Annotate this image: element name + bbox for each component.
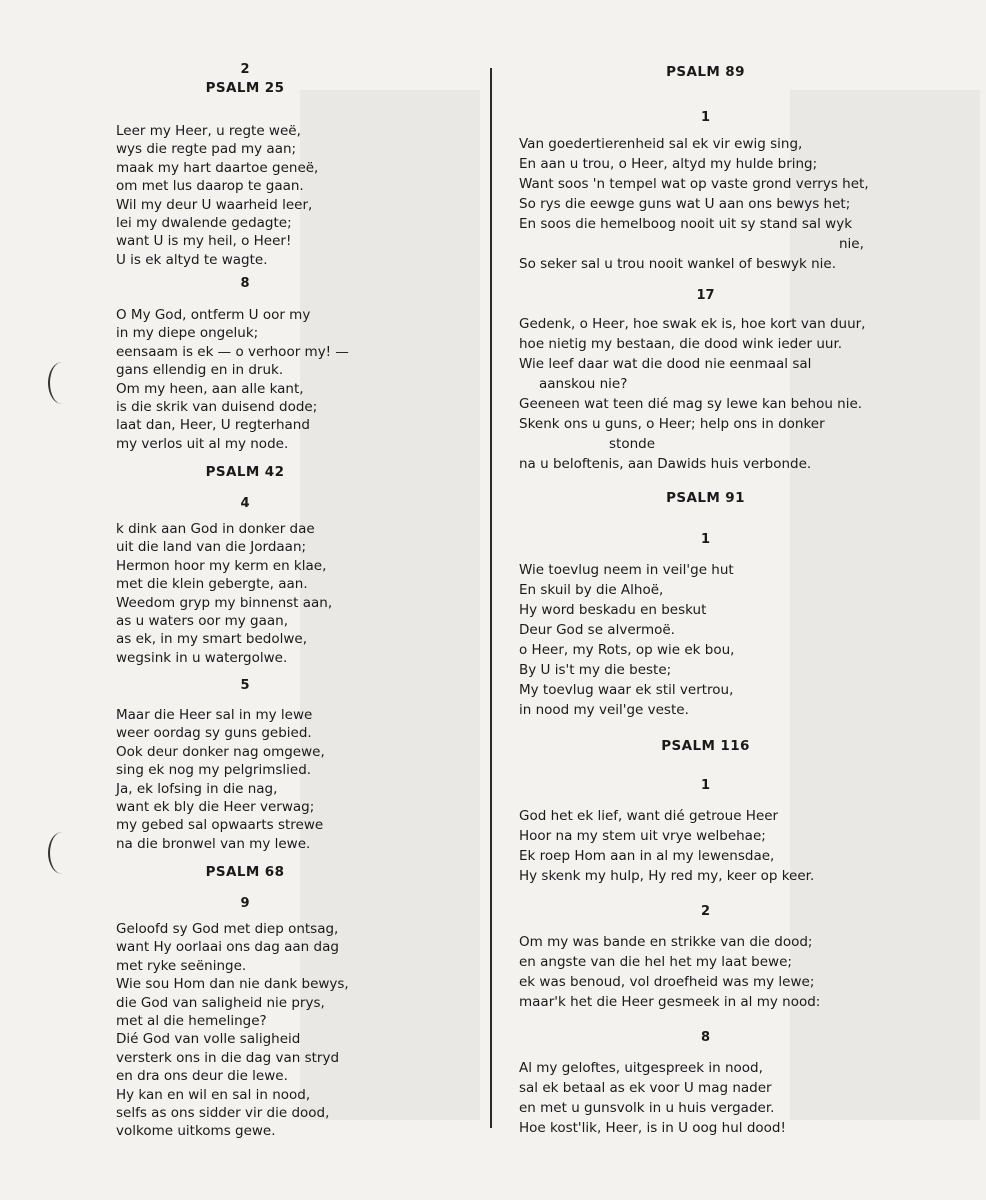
psalm-25-verse-8	[116, 306, 349, 453]
verse-line: sal ek betaal as ek voor U mag nader	[519, 1080, 772, 1096]
psalm-89-verse-1	[519, 134, 869, 274]
psalm-89-title: PSALM 89	[666, 64, 745, 80]
verse-line: Wie toevlug neem in veil'ge hut	[519, 562, 734, 578]
psalm-25-verse-2	[116, 122, 318, 269]
verse-line: Ja, ek lofsing in die nag,	[116, 780, 278, 797]
verse-line: Maar die Heer sal in my lewe	[116, 707, 313, 723]
psalm-42-title: PSALM 42	[205, 464, 285, 480]
verse-line: Gedenk, o Heer, hoe swak ek is, hoe kort van duur,	[519, 316, 866, 332]
psalm-116-verse-1	[519, 806, 814, 886]
verse-line: Wie leef daar wat die dood nie eenmaal sal	[519, 356, 812, 372]
verse-line: Wil my deur U waarheid leer,	[116, 196, 313, 213]
verse-line: Hy kan en wil en sal in nood,	[116, 1086, 311, 1103]
verse-line: En skuil by die Alhoë,	[519, 582, 664, 598]
verse-line: Om my heen, aan alle kant,	[116, 380, 304, 397]
psalm-116-verse-8	[519, 1058, 786, 1138]
psalm-42-verse-4	[116, 520, 332, 667]
verse-line: selfs as ons sidder vir die dood,	[116, 1105, 330, 1122]
verse-line: wys die regte pad my aan;	[116, 141, 297, 158]
verse-line: lei my dwalende gedagte;	[116, 215, 292, 232]
verse-line: en dra ons deur die lewe.	[116, 1068, 288, 1085]
verse-line: maar'k het die Heer gesmeek in al my nood:	[519, 994, 821, 1010]
verse-line: my verlos uit al my node.	[116, 435, 289, 452]
verse-line: met die klein gebergte, aan.	[116, 576, 308, 593]
psalm-91-title: PSALM 91	[666, 490, 745, 506]
verse-line: sing ek nog my pelgrimslied.	[116, 762, 312, 779]
verse-line: My toevlug waar ek stil vertrou,	[519, 682, 734, 698]
verse-number: 9	[240, 896, 250, 911]
verse-line: So rys die eewge guns wat U aan ons bewys het;	[519, 196, 851, 212]
verse-line: So seker sal u trou nooit wankel of beswyk nie.	[519, 256, 837, 272]
verse-line: O My God, ontferm U oor my	[116, 307, 311, 323]
verse-line: as u waters oor my gaan,	[116, 613, 288, 630]
verse-number: 1	[700, 110, 711, 125]
verse-line: stonde	[609, 436, 656, 452]
verse-number: 1	[700, 778, 711, 793]
verse-line: Geloofd sy God met diep ontsag,	[116, 921, 339, 937]
verse-line: eensaam is ek — o verhoor my! —	[116, 343, 349, 360]
verse-line: want U is my heil, o Heer!	[116, 233, 292, 250]
verse-line: uit die land van die Jordaan;	[116, 539, 307, 556]
verse-number: 2	[700, 904, 711, 919]
verse-line: Ek roep Hom aan in al my lewensdae,	[519, 848, 775, 864]
verse-number: 8	[240, 276, 250, 291]
verse-line: volkome uitkoms gewe.	[116, 1123, 276, 1140]
verse-line: om met lus daarop te gaan.	[116, 178, 304, 195]
verse-line: versterk ons in die dag van stryd	[116, 1049, 340, 1066]
verse-line: Van goedertierenheid sal ek vir ewig sing,	[519, 136, 803, 152]
column-divider	[490, 68, 492, 1128]
verse-number: 1	[700, 532, 711, 547]
verse-line: Om my was bande en strikke van die dood;	[519, 934, 813, 950]
binder-hole-top	[48, 362, 76, 404]
verse-line: en met u gunsvolk in u huis vergader.	[519, 1100, 775, 1116]
psalm-68-title: PSALM 68	[205, 864, 285, 880]
verse-line: met ryke seëninge.	[116, 957, 247, 974]
verse-line: En aan u trou, o Heer, altyd my hulde bring;	[519, 156, 818, 172]
verse-line: Geeneen wat teen dié mag sy lewe kan behou nie.	[519, 396, 863, 412]
verse-line: Skenk ons u guns, o Heer; help ons in donker	[519, 416, 825, 432]
verse-line: Hy word beskadu en beskut	[519, 602, 707, 618]
verse-line: Deur God se alvermoë.	[519, 622, 675, 638]
verse-line: Wie sou Hom dan nie dank bewys,	[116, 976, 349, 993]
verse-line: en angste van die hel het my laat bewe;	[519, 954, 792, 970]
psalm-68-verse-9	[116, 920, 349, 1141]
verse-line: wegsink in u watergolwe.	[116, 649, 288, 666]
verse-line: Al my geloftes, uitgespreek in nood,	[519, 1060, 763, 1076]
psalm-116-verse-2	[519, 932, 820, 1012]
verse-line: By U is't my die beste;	[519, 662, 672, 678]
section-number: 2	[240, 62, 250, 77]
verse-line: Dié God van volle saligheid	[116, 1031, 301, 1048]
verse-line: want Hy oorlaai ons dag aan dag	[116, 939, 339, 956]
verse-line: k dink aan God in donker dae	[116, 521, 315, 537]
psalm-42-verse-5	[116, 706, 325, 853]
verse-number: 4	[240, 496, 250, 511]
verse-line: weer oordag sy guns gebied.	[116, 725, 312, 742]
verse-line: Leer my Heer, u regte weë,	[116, 123, 301, 139]
verse-line: Hoor na my stem uit vrye welbehae;	[519, 828, 766, 844]
verse-line: nie,	[839, 236, 864, 252]
verse-line: o Heer, my Rots, op wie ek bou,	[519, 642, 735, 658]
verse-line: in my diepe ongeluk;	[116, 325, 259, 342]
verse-line: God het ek lief, want dié getroue Heer	[519, 808, 779, 824]
verse-number: 5	[240, 678, 250, 693]
verse-line: laat dan, Heer, U regterhand	[116, 417, 310, 434]
verse-line: Ook deur donker nag omgewe,	[116, 743, 325, 760]
verse-line: is die skrik van duisend dode;	[116, 399, 318, 416]
verse-number: 8	[700, 1030, 711, 1045]
psalm-116-title: PSALM 116	[661, 738, 750, 754]
verse-line: aanskou nie?	[539, 376, 628, 392]
verse-line: met al die hemelinge?	[116, 1013, 267, 1030]
verse-line: U is ek altyd te wagte.	[116, 251, 268, 268]
verse-line: Weedom gryp my binnenst aan,	[116, 594, 333, 611]
verse-line: Want soos 'n tempel wat op vaste grond verrys het,	[519, 176, 869, 192]
verse-line: in nood my veil'ge veste.	[519, 702, 689, 718]
verse-line: want ek bly die Heer verwag;	[116, 799, 315, 816]
verse-line: ek was benoud, vol droefheid was my lewe;	[519, 974, 815, 990]
verse-line: maak my hart daartoe geneë,	[116, 159, 319, 176]
verse-number: 17	[696, 288, 715, 303]
verse-line: my gebed sal opwaarts strewe	[116, 817, 324, 834]
verse-line: na u beloftenis, aan Dawids huis verbonde.	[519, 456, 812, 472]
psalm-91-verse-1	[519, 560, 734, 720]
psalm-89-verse-17	[519, 314, 865, 474]
verse-line: En soos die hemelboog nooit uit sy stand sal wyk	[519, 216, 853, 232]
verse-line: gans ellendig en in druk.	[116, 362, 284, 379]
verse-line: Hermon hoor my kerm en klae,	[116, 557, 327, 574]
verse-line: as ek, in my smart bedolwe,	[116, 631, 308, 648]
verse-line: na die bronwel van my lewe.	[116, 835, 311, 852]
verse-line: Hoe kost'lik, Heer, is in U oog hul dood!	[519, 1120, 786, 1136]
verse-line: hoe nietig my bestaan, die dood wink ieder uur.	[519, 336, 843, 352]
verse-line: die God van saligheid nie prys,	[116, 994, 325, 1011]
psalm-25-title: PSALM 25	[205, 80, 285, 96]
verse-line: Hy skenk my hulp, Hy red my, keer op keer.	[519, 868, 815, 884]
